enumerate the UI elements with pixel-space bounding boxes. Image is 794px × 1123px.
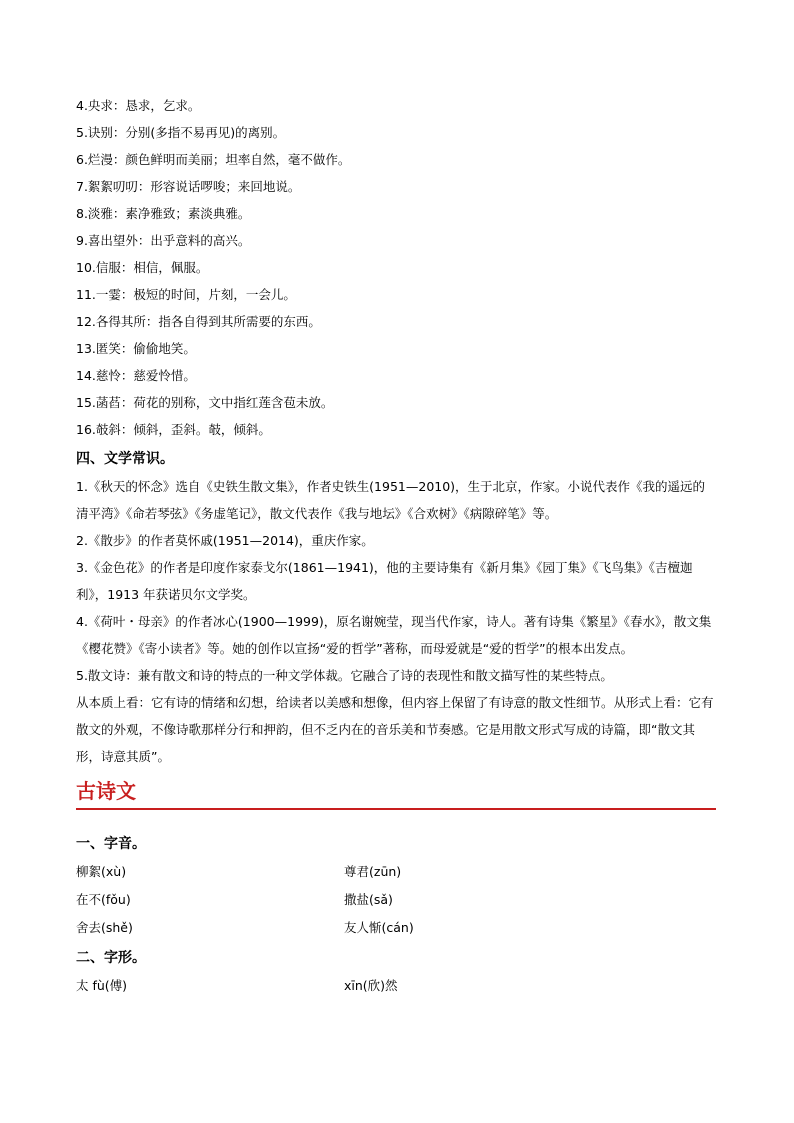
character-form-cell: 太 fù(傅) bbox=[76, 978, 128, 993]
literature-paragraph: 3.《金色花》的作者是印度作家泰戈尔(1861—1941)，他的主要诗集有《新月集》《园丁集》《飞鸟集》《吉檀迦利》，1913 年获诺贝尔文学奖。 bbox=[76, 560, 693, 602]
definition-item: 9.喜出望外：出乎意料的高兴。 bbox=[76, 233, 251, 248]
character-forms-table bbox=[76, 972, 716, 1000]
section-title-classical-poetry: 古诗文 bbox=[76, 779, 136, 803]
definition-item: 14.慈怜：慈爱怜惜。 bbox=[76, 368, 196, 383]
literature-notes bbox=[76, 473, 716, 770]
definition-item: 8.淡雅：素净雅致；素淡典雅。 bbox=[76, 206, 251, 221]
definition-item: 5.诀别：分别(多指不易再见)的离别。 bbox=[76, 125, 286, 140]
pronunciation-cell: 尊君(zūn) bbox=[344, 864, 402, 879]
definition-item: 4.央求：恳求，乞求。 bbox=[76, 98, 201, 113]
literature-paragraph: 从本质上看：它有诗的情绪和幻想，给读者以美感和想像，但内容上保留了有诗意的散文性细节。从形式上看：它有散文的外观，不像诗歌那样分行和押韵，但不乏内在的音乐美和节奏感。它是用散文形式写成的诗篇，即“散文其形，诗意其质”。 bbox=[76, 695, 714, 764]
definitions-list bbox=[76, 92, 716, 443]
definition-item: 13.匿笑：偷偷地笑。 bbox=[76, 341, 196, 356]
definition-item: 12.各得其所：指各自得到其所需要的东西。 bbox=[76, 314, 321, 329]
section-heading-literature: 四、文学常识。 bbox=[76, 451, 174, 467]
pronunciation-table bbox=[76, 858, 716, 942]
section-heading-pronunciation: 一、字音。 bbox=[76, 836, 146, 852]
literature-paragraph: 1.《秋天的怀念》选自《史铁生散文集》，作者史铁生(1951—2010)，生于北京，作家。小说代表作《我的遥远的清平湾》《命若琴弦》《务虚笔记》，散文代表作《我与地坛》《合欢树》《病隙碎笔》等。 bbox=[76, 479, 706, 521]
character-form-row bbox=[76, 972, 716, 1000]
pronunciation-row bbox=[76, 886, 716, 914]
document-page bbox=[76, 92, 716, 1000]
pronunciation-cell: 柳絮(xù) bbox=[76, 864, 127, 879]
literature-paragraph: 4.《荷叶・母亲》的作者冰心(1900—1999)，原名谢婉莹，现当代作家，诗人。著有诗集《繁星》《春水》，散文集《樱花赞》《寄小读者》等。她的创作以宣扬“爱的哲学”著称，而母爱就是“爱的哲学”的根本出发点。 bbox=[76, 614, 712, 656]
definition-item: 10.信服：相信，佩服。 bbox=[76, 260, 209, 275]
pronunciation-cell: 友人惭(cán) bbox=[344, 920, 414, 935]
pronunciation-cell: 撒盐(sǎ) bbox=[344, 892, 393, 907]
definition-item: 7.絮絮叨叨：形容说话啰唆；来回地说。 bbox=[76, 179, 301, 194]
pronunciation-row bbox=[76, 858, 716, 886]
pronunciation-cell: 在不(fǒu) bbox=[76, 892, 131, 907]
literature-paragraph: 5.散文诗：兼有散文和诗的特点的一种文学体裁。它融合了诗的表现性和散文描写性的某些特点。 bbox=[76, 668, 613, 683]
definition-item: 6.烂漫：颜色鲜明而美丽；坦率自然，毫不做作。 bbox=[76, 152, 351, 167]
pronunciation-row bbox=[76, 914, 716, 942]
section-heading-character-forms: 二、字形。 bbox=[76, 950, 146, 966]
definition-item: 16.攲斜：倾斜，歪斜。攲，倾斜。 bbox=[76, 422, 271, 437]
section-divider bbox=[76, 808, 716, 810]
literature-paragraph: 2.《散步》的作者莫怀戚(1951—2014)，重庆作家。 bbox=[76, 533, 374, 548]
definition-item: 11.一霎：极短的时间，片刻，一会儿。 bbox=[76, 287, 296, 302]
definition-item: 15.菡萏：荷花的别称，文中指红莲含苞未放。 bbox=[76, 395, 334, 410]
pronunciation-cell: 舍去(shě) bbox=[76, 920, 133, 935]
character-form-cell: xīn(欣)然 bbox=[344, 978, 398, 993]
